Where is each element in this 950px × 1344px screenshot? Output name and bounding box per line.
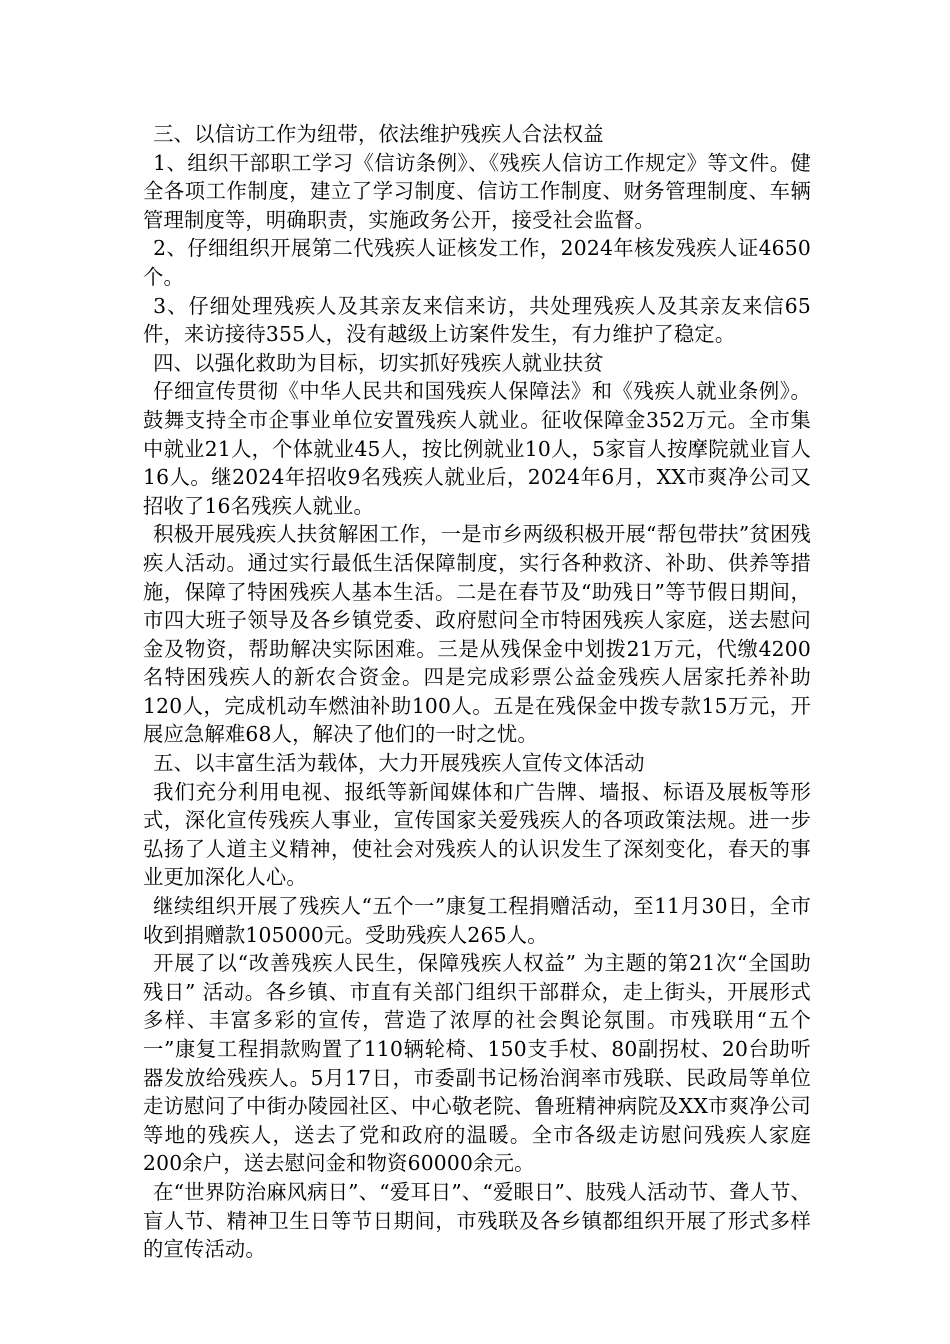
paragraph: 开展了以“改善残疾人民生，保障残疾人权益” 为主题的第21次“全国助残日” 活动。各乡镇、市直有关部门组织干部群众，走上街头，开展形式多样、丰富多彩的宣传，营造了浓厚的社会舆论氛围。市残联用“五个一”康复工程捐款购置了110辆轮椅、150支手杖、80副拐杖、20台助听器发放给残疾人。5月17日，市委副书记杨治润率市残联、民政局等单位走访慰问了中街办陵园社区、中心敬老院、鲁班精神病院及XX市爽净公司等地的残疾人，送去了党和政府的温暖。全市各级走访慰问残疾人家庭200余户，送去慰问金和物资60000余元。 [143,951,811,1176]
paragraph: 在“世界防治麻风病日”、“爱耳日”、“爱眼日”、肢残人活动节、聋人节、盲人节、精神卫生日等节日期间，市残联及各乡镇都组织开展了形式多样的宣传活动。 [143,1179,811,1262]
paragraph: 2、仔细组织开展第二代残疾人证核发工作，2024年核发残疾人证4650个。 [143,236,811,289]
paragraph: 仔细宣传贯彻《中华人民共和国残疾人保障法》和《残疾人就业条例》。鼓舞支持全市企事业单位安置残疾人就业。征收保障金352万元。全市集中就业21人，个体就业45人，按比例就业10人，5家盲人按摩院就业盲人16人。继2024年招收9名残疾人就业后，2024年6月，XX市爽净公司又招收了16名残疾人就业。 [143,379,811,518]
paragraph: 继续组织开展了残疾人“五个一”康复工程捐赠活动，至11月30日，全市收到捐赠款105000元。受助残疾人265人。 [143,894,811,947]
paragraph: 积极开展残疾人扶贫解困工作，一是市乡两级积极开展“帮包带扶”贫困残疾人活动。通过实行最低生活保障制度，实行各种救济、补助、供养等措施，保障了特困残疾人基本生活。二是在春节及“助残日”等节假日期间，市四大班子领导及各乡镇党委、政府慰问全市特困残疾人家庭，送去慰问金及物资，帮助解决实际困难。三是从残保金中划拨21万元，代缴4200名特困残疾人的新农合资金。四是完成彩票公益金残疾人居家托养补助120人，完成机动车燃油补助100人。五是在残保金中拨专款15万元，开展应急解难68人，解决了他们的一时之忧。 [143,522,811,747]
section-heading-4: 四、以强化救助为目标，切实抓好残疾人就业扶贫 [153,350,604,375]
paragraph: 我们充分利用电视、报纸等新闻媒体和广告牌、墙报、标语及展板等形式，深化宣传残疾人事业，宣传国家关爱残疾人的各项政策法规。进一步弘扬了人道主义精神，使社会对残疾人的认识发生了深刻变化，春天的事业更加深化人心。 [143,779,811,890]
paragraph: 1、组织干部职工学习《信访条例》、《残疾人信访工作规定》等文件。健全各项工作制度，建立了学习制度、信访工作制度、财务管理制度、车辆管理制度等，明确职责，实施政务公开，接受社会监督。 [143,150,811,232]
section-heading-5: 五、以丰富生活为载体，大力开展残疾人宣传文体活动 [153,751,645,776]
paragraph: 3、仔细处理残疾人及其亲友来信来访，共处理残疾人及其亲友来信65件，来访接待355人，没有越级上访案件发生，有力维护了稳定。 [143,293,811,347]
section-heading-3: 三、以信访工作为纽带，依法维护残疾人合法权益 [153,122,604,146]
document-body [143,120,811,1264]
